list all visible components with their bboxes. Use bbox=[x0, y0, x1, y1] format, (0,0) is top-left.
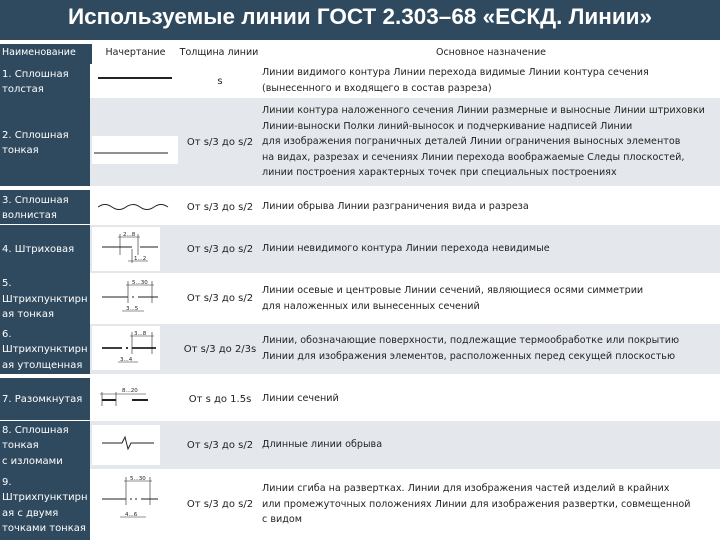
page-title: Используемые линии ГОСТ 2.303–68 «ЕСКД. Линии» bbox=[67, 4, 653, 29]
sample-label-dash: 5...30 bbox=[132, 280, 148, 286]
line-sample-dashed bbox=[92, 225, 178, 273]
sample-label-length: 8...20 bbox=[122, 388, 138, 394]
title-bar bbox=[0, 0, 720, 40]
row-name: 7. Разомкнутая bbox=[0, 378, 90, 420]
row-purpose: Длинные линии обрыва bbox=[262, 439, 383, 451]
line-sample-wavy bbox=[92, 190, 178, 224]
row-purpose: Линии осевые и центровые Линии сечений, являющиеся осями симметрии для наложенных или вынесенных сечений bbox=[262, 284, 644, 312]
row-thickness: От s/3 до s/2 bbox=[186, 243, 254, 255]
table-row bbox=[0, 98, 720, 186]
row-thickness: s bbox=[217, 75, 223, 87]
row-purpose: Линии невидимого контура Линии перехода невидимые bbox=[262, 243, 550, 255]
header-sample: Начертание bbox=[105, 47, 166, 58]
row-name: 3. Сплошная волнистая bbox=[0, 190, 90, 224]
header-thickness: Толщина линии bbox=[179, 47, 259, 58]
table-row bbox=[0, 225, 720, 273]
row-thickness: От s/3 до s/2 bbox=[186, 136, 254, 148]
row-name: 6. Штрихпунктирн ая утолщенная bbox=[0, 324, 90, 374]
row-thickness: От s/3 до s/2 bbox=[186, 499, 254, 510]
sample-label-gap: 1...2 bbox=[134, 256, 147, 262]
line-sample-zigzag bbox=[92, 421, 178, 469]
row-purpose: Линии сгиба на развертках. Линии для изображения частей изделий в крайних или промежуточных положениях Линии для изображения развертки, совмещенной с видом bbox=[262, 483, 691, 526]
sample-label-dash: 5...30 bbox=[130, 476, 146, 482]
row-name: 2. Сплошная тонкая bbox=[0, 98, 90, 186]
line-sample-dash-double-dot bbox=[92, 469, 178, 540]
header-purpose: Основное назначение bbox=[435, 47, 546, 58]
table-row bbox=[0, 324, 720, 374]
row-purpose: Линии сечений bbox=[262, 393, 339, 405]
line-sample-dash-dot-thick bbox=[92, 324, 178, 374]
table-row bbox=[0, 378, 720, 420]
table-row bbox=[0, 64, 720, 98]
row-name: 1. Сплошная толстая bbox=[0, 64, 90, 98]
sample-label-gap: 3...5 bbox=[126, 306, 139, 312]
row-name: 8. Сплошная тонкая с изломами bbox=[0, 421, 90, 469]
row-name: 4. Штриховая bbox=[0, 225, 90, 273]
row-thickness: От s/3 до 2/3s bbox=[183, 343, 257, 355]
line-sample-solid-thick bbox=[92, 64, 178, 98]
sample-label-dash: 2...8 bbox=[123, 232, 136, 238]
sample-label-dash: 3...8 bbox=[134, 331, 147, 337]
table-row bbox=[0, 469, 720, 540]
table-row bbox=[0, 190, 720, 224]
header-name: Наименование bbox=[0, 44, 92, 64]
row-purpose: Линии видимого контура Линии перехода видимые Линии контура сечения (вынесенного и входящего в состав разреза) bbox=[262, 67, 649, 94]
row-thickness: От s до 1.5s bbox=[188, 393, 252, 405]
row-name: 9. Штрихпунктирн ая с двумя точками тонкая bbox=[0, 469, 90, 540]
line-sample-open bbox=[92, 378, 178, 420]
row-thickness: От s/3 до s/2 bbox=[186, 201, 254, 213]
row-thickness: От s/3 до s/2 bbox=[186, 293, 254, 304]
table-row bbox=[0, 421, 720, 469]
table-row bbox=[0, 273, 720, 324]
row-purpose: Линии контура наложенного сечения Линии размерные и выносные Линии штриховки Линии-выноски Полки линий-выносок и подчеркивание надписей Линии для изображения пограничных деталей Линии ограничения выносных элементов на видах, разрезах и сечениях Линии перехода воображаемые Следы плоскостей, линии построения характерных точек при специальных построениях bbox=[262, 105, 705, 179]
line-sample-dash-dot-thin bbox=[92, 273, 178, 324]
row-thickness: От s/3 до s/2 bbox=[186, 439, 254, 451]
row-purpose: Линии, обозначающие поверхности, подлежащие термообработке или покрытию Линии для изображения элементов, расположенных перед секущей плоскостью bbox=[262, 335, 680, 362]
line-sample-solid-thin bbox=[92, 98, 178, 186]
sample-label-gap: 4...6 bbox=[125, 512, 138, 518]
row-name: 5. Штрихпунктирн ая тонкая bbox=[0, 273, 90, 324]
row-purpose: Линии обрыва Линии разграничения вида и разреза bbox=[262, 201, 529, 213]
sample-label-gap: 3...4 bbox=[120, 357, 133, 363]
